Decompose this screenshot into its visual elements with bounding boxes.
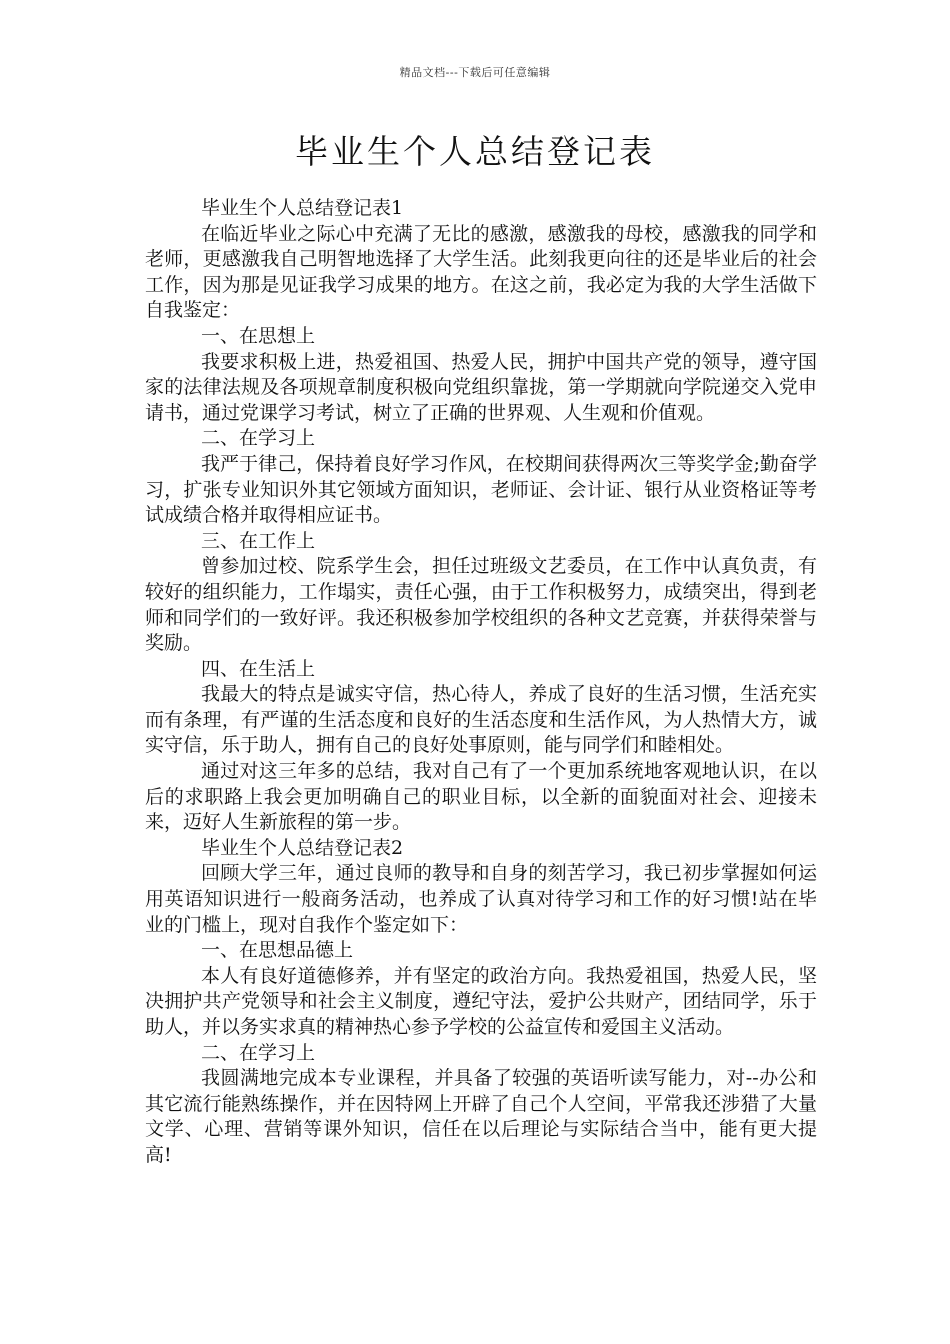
document-title: 毕业生个人总结登记表 xyxy=(295,132,655,171)
paragraph-study: 我严于律己，保持着良好学习作风，在校期间获得两次三等奖学金;勤奋学习，扩张专业知识外其它领域方面知识，老师证、会计证、银行从业资格证等考试成绩合格并取得相应证书。 xyxy=(145,452,817,527)
paragraph-thought: 我要求积极上进，热爱祖国、热爱人民，拥护中国共产党的领导，遵守国家的法律法规及各项规章制度积极向党组织靠拢，第一学期就向学院递交入党申请书，通过党课学习考试，树立了正确的世界观、人生观和价值观。 xyxy=(145,350,817,424)
subheading-life: 四、在生活上 xyxy=(201,657,316,680)
document-body xyxy=(145,196,817,1169)
section-heading-1: 毕业生个人总结登记表1 xyxy=(201,197,404,219)
paragraph-study-2: 我圆满地完成本专业课程，并具备了较强的英语听读写能力，对--办公和其它流行能熟练操作，并在因特网上开辟了自己个人空间，平常我还涉猎了大量文学、心理、营销等课外知识，信任在以后理论与实际结合当中，能有更大提高! xyxy=(145,1067,817,1166)
paragraph-morality: 本人有良好道德修养，并有坚定的政治方向。我热爱祖国，热爱人民，坚决拥护共产党领导和社会主义制度，遵纪守法，爱护公共财产，团结同学，乐于助人，并以务实求真的精神热心参予学校的公益宣传和爱国主义活动。 xyxy=(145,964,817,1038)
subheading-morality: 一、在思想品德上 xyxy=(201,939,354,962)
subheading-study-2: 二、在学习上 xyxy=(201,1041,316,1064)
paragraph-work: 曾参加过校、院系学生会，担任过班级文艺委员，在工作中认真负责，有较好的组织能力，工作塌实，责任心强，由于工作积极努力，成绩突出，得到老师和同学们的一致好评。我还积极参加学校组织的各种文艺竞赛，并获得荣誉与奖励。 xyxy=(145,555,817,655)
intro-paragraph-2: 回顾大学三年，通过良师的教导和自身的刻苦学习，我已初步掌握如何运用英语知识进行一般商务活动，也养成了认真对待学习和工作的好习惯!站在毕业的门槛上，现对自我作个鉴定如下： xyxy=(145,862,817,936)
subheading-study: 二、在学习上 xyxy=(201,427,316,450)
subheading-thought: 一、在思想上 xyxy=(201,324,316,347)
paragraph-life: 我最大的特点是诚实守信，热心待人，养成了良好的生活习惯，生活充实而有条理，有严谨的生活态度和良好的生活态度和生活作风，为人热情大方，诚实守信，乐于助人，拥有自己的良好处事原则，能与同学们和睦相处。 xyxy=(145,683,817,757)
intro-paragraph-1: 在临近毕业之际心中充满了无比的感激，感激我的母校，感激我的同学和老师，更感激我自己明智地选择了大学生活。此刻我更向往的还是毕业后的社会工作，因为那是见证我学习成果的地方。在这之前，我必定为我的大学生活做下自我鉴定： xyxy=(145,222,817,322)
section-heading-2: 毕业生个人总结登记表2 xyxy=(201,836,404,859)
subheading-work: 三、在工作上 xyxy=(201,529,316,552)
paragraph-conclusion: 通过对这三年多的总结，我对自己有了一个更加系统地客观地认识，在以后的求职路上我会更加明确自己的职业目标，以全新的面貌面对社会、迎接未来，迈好人生新旅程的第一步。 xyxy=(145,760,817,834)
header-note: 精品文档---下载后可任意编辑 xyxy=(399,66,551,79)
